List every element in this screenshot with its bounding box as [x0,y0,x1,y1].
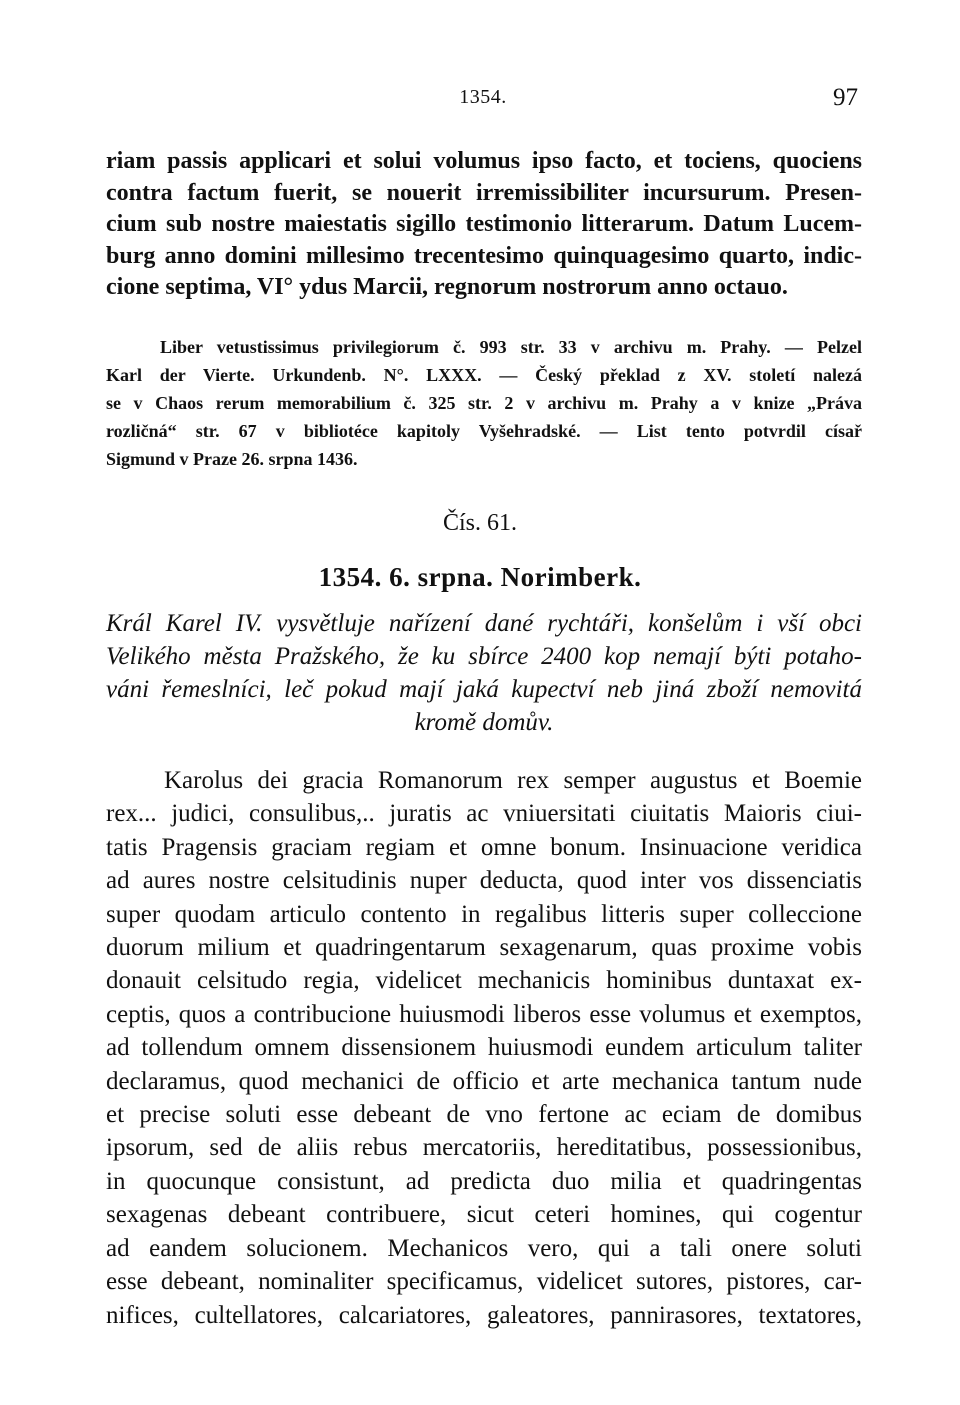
charter-text-line: ad tollendum omnem dissensionem huiusmodi eundem articulum taliter [106,1034,862,1062]
charter-text-line: Karolus dei gracia Romanorum rex semper augustus et Boemie [164,767,862,794]
charter-text-line: in quocunque consistunt, ad predicta duo milia et quadringentas [106,1167,862,1195]
charter-text-line: ad aures nostre celsitudinis nuper deducta, quod inter vos dissenciatis [106,867,862,895]
text-line: riam passis applicari et solui volumus ipso facto, et tociens, quociens [106,148,862,174]
text-line: cium sub nostre maiestatis sigillo testimonio litterarum. Datum Lucem- [106,211,862,237]
charter-text-line: donauit celsitudo regia, videlicet mechanicis hominibus duntaxat ex- [106,967,862,995]
charter-text-line: declaramus, quod mechanici de officio et arte mechanica tantum nude [106,1067,862,1095]
charter-text-line: ceptis, quos a contribucione huiusmodi liberos esse volumus et exemptos, [106,1000,862,1028]
text-line: cione septima, VI° ydus Marcii, regnorum nostrorum anno octauo. [106,274,788,300]
note-line: rozličná“ str. 67 v bibliotéce kapitoly Vyšehradské. — List tento potvrdil císař [106,421,862,441]
charter-text-line: ipsorum, sed de aliis rebus mercatoriis, hereditatibus, possessionibus, [106,1134,862,1162]
regest-line: Král Karel IV. vysvětluje nařízení dané rychtáři, konšelům i vší obci [106,610,862,637]
continued-charter-text [106,146,862,304]
note-line: Liber vetustissimus privilegiorum č. 993 str. 33 v archivu m. Prahy. — Pelzel [160,337,862,357]
source-note [106,333,862,473]
note-line: Karl der Vierte. Urkundenb. N°. LXXX. — Český překlad z XV. století nalezá [106,365,862,385]
regest-line: Velikého města Pražského, že ku sbírce 2400 kop nemají býti potaho- [106,643,862,670]
charter-number: Čís. 61. [442,510,517,536]
charter-text-line: esse debeant, nominaliter specificamus, videlicet sutores, pistores, car- [106,1268,862,1296]
running-head [108,86,858,112]
charter-text-line: tatis Pragensis graciam regiam et omne bonum. Insinuacione veridica [106,833,862,861]
regest-line: kromě domův. [414,709,554,736]
page-number: 97 [833,84,858,111]
regest-line: váni řemeslníci, leč pokud mají jaká kupectví neb jiná zboží nemovitá [106,676,862,703]
charter-text-line: sexagenas debeant contribuere, sicut ceteri homines, qui cogentur [106,1201,862,1229]
charter-text [106,764,862,1332]
charter-text-line: ad eandem solucionem. Mechanicos vero, qui a tali onere soluti [106,1234,862,1262]
charter-text-line: super quodam articulo contento in regalibus litteris super colleccione [106,900,862,928]
text-line: burg anno domini millesimo trecentesimo quinquagesimo quarto, indic- [106,242,862,269]
running-head-year: 1354. [459,86,507,108]
charter-text-line: et precise soluti esse debeant de vno fertone ac eciam de domibus [106,1101,862,1129]
charter-text-line: duorum milium et quadringentarum sexagenarum, quas proxime vobis [106,934,862,962]
charter-text-line: nifices, cultellatores, calcariatores, galeatores, pannirasores, textatores, [106,1301,862,1329]
text-line: contra factum fuerit, se nouerit irremissibiliter incursurum. Presen- [106,179,862,206]
charter-regest [106,607,862,739]
charter-date-place: 1354. 6. srpna. Norimberk. [318,562,642,592]
charter-text-line: rex... judici, consulibus,.. juratis ac vniuersitati ciuitatis Maioris ciui- [106,800,862,828]
note-line: se v Chaos rerum memorabilium č. 325 str. 2 v archivu m. Prahy a v knize „Práva [106,393,862,413]
note-line: Sigmund v Praze 26. srpna 1436. [106,449,358,469]
